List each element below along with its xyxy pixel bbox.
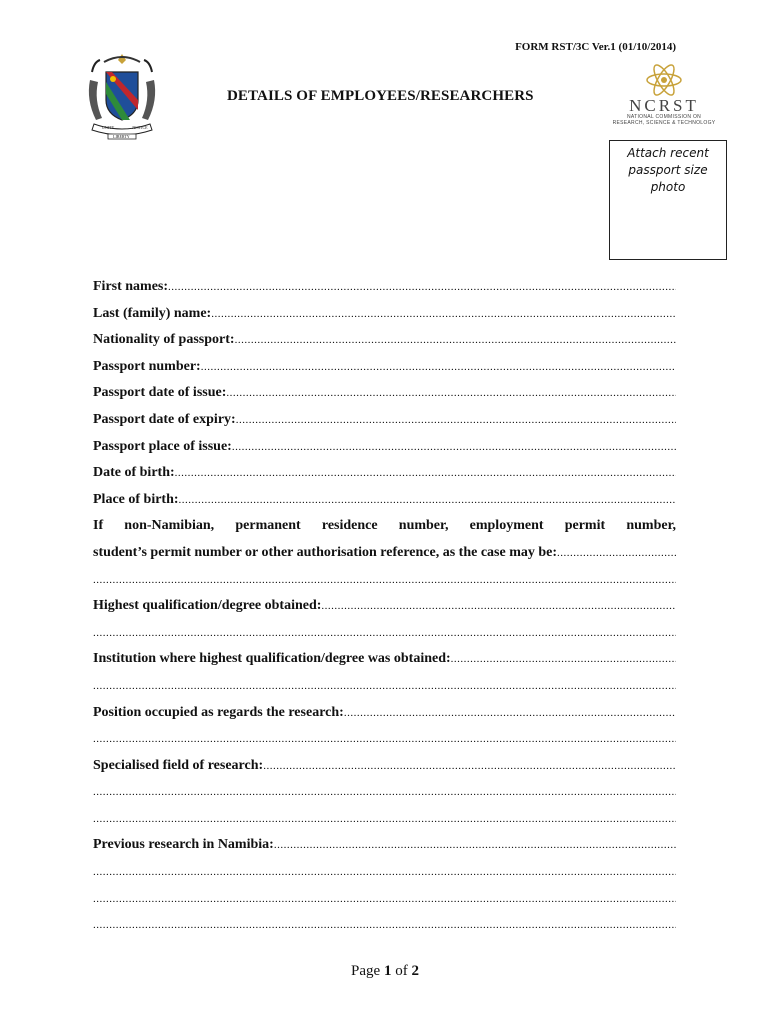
specialised-field-field[interactable]	[93, 753, 676, 780]
nationality-field[interactable]	[93, 327, 676, 354]
fill-line	[93, 886, 676, 913]
fill-line	[211, 301, 676, 328]
last-name-field[interactable]	[93, 301, 676, 328]
page-title: DETAILS OF EMPLOYEES/RESEARCHERS	[227, 88, 534, 104]
date-of-birth-field[interactable]	[93, 460, 676, 487]
fill-line	[274, 832, 676, 859]
passport-expiry-date-field[interactable]	[93, 407, 676, 434]
passport-issue-date-label: Passport date of issue:	[93, 385, 227, 401]
atom-icon	[644, 62, 684, 98]
photo-box-line1: Attach recent	[627, 146, 709, 160]
institution-field[interactable]	[93, 646, 676, 673]
previous-research-continuation[interactable]	[93, 859, 676, 886]
motto-bottom: LIBERTY	[113, 134, 130, 139]
highest-qualification-continuation[interactable]	[93, 620, 676, 647]
last-name-label: Last (family) name:	[93, 305, 212, 321]
specialised-field-label: Specialised field of research:	[93, 757, 264, 773]
previous-research-field[interactable]	[93, 832, 676, 859]
fill-line	[93, 726, 676, 753]
previous-research-label: Previous research in Namibia:	[93, 837, 274, 853]
of-word: of	[395, 963, 408, 979]
photo-box-line3: photo	[650, 180, 686, 194]
ncrst-logo	[609, 62, 719, 126]
form-fields	[93, 274, 676, 939]
place-of-birth-field[interactable]	[93, 487, 676, 514]
place-of-birth-label: Place of birth:	[93, 491, 179, 507]
page-word: Page	[351, 963, 381, 979]
fill-line	[232, 434, 676, 461]
fill-line	[93, 673, 676, 700]
specialised-field-continuation[interactable]	[93, 806, 676, 833]
fill-line	[93, 567, 676, 594]
position-field[interactable]	[93, 700, 676, 727]
fill-line	[93, 912, 676, 939]
institution-continuation[interactable]	[93, 673, 676, 700]
passport-issue-place-field[interactable]	[93, 434, 676, 461]
position-label: Position occupied as regards the research:	[93, 704, 344, 720]
passport-issue-date-field[interactable]	[93, 380, 676, 407]
form-reference: FORM RST/3C Ver.1 (01/10/2014)	[515, 41, 676, 53]
passport-photo-box[interactable]	[609, 140, 727, 260]
fill-line	[344, 700, 676, 727]
highest-qualification-field[interactable]	[93, 593, 676, 620]
fill-line	[93, 779, 676, 806]
motto-right: JUSTICE	[132, 125, 148, 130]
page-number	[0, 963, 770, 980]
total-pages: 2	[411, 963, 419, 979]
ncrst-acronym: NCRST	[629, 96, 699, 115]
permit-reference-field[interactable]	[93, 540, 676, 567]
date-of-birth-label: Date of birth:	[93, 465, 175, 481]
specialised-field-continuation[interactable]	[93, 779, 676, 806]
passport-issue-place-label: Passport place of issue:	[93, 438, 232, 454]
permit-question-line1: If non-Namibian, permanent residence number, employment permit number,	[93, 518, 676, 534]
passport-expiry-date-label: Passport date of expiry:	[93, 411, 236, 427]
fill-line	[201, 354, 676, 381]
ncrst-line1: NATIONAL COMMISSION ON	[626, 114, 702, 120]
fill-line	[451, 646, 676, 673]
nationality-label: Nationality of passport:	[93, 332, 235, 348]
fill-line	[321, 593, 676, 620]
fill-line	[175, 460, 676, 487]
fill-line	[93, 859, 676, 886]
fill-line	[263, 753, 676, 780]
institution-label: Institution where highest qualification/degree was obtained:	[93, 651, 451, 667]
fill-line	[93, 806, 676, 833]
passport-number-field[interactable]	[93, 354, 676, 381]
fill-line	[93, 620, 676, 647]
fill-line	[557, 540, 676, 567]
fill-line	[179, 487, 676, 514]
current-page: 1	[383, 963, 392, 979]
fill-line	[226, 380, 676, 407]
highest-qualification-label: Highest qualification/degree obtained:	[93, 598, 322, 614]
ncrst-line2: RESEARCH, SCIENCE & TECHNOLOGY	[612, 120, 716, 126]
first-names-field[interactable]	[93, 274, 676, 301]
permit-reference-continuation[interactable]	[93, 567, 676, 594]
motto-left: UNITY	[102, 125, 115, 130]
previous-research-continuation[interactable]	[93, 886, 676, 913]
passport-number-label: Passport number:	[93, 358, 201, 374]
fill-line	[236, 407, 676, 434]
permit-question-line2: student’s permit number or other authorisation reference, as the case may be:	[93, 544, 558, 560]
coat-of-arms-logo	[82, 50, 162, 140]
position-continuation[interactable]	[93, 726, 676, 753]
photo-box-line2: passport size	[628, 163, 708, 177]
previous-research-continuation[interactable]	[93, 912, 676, 939]
first-names-label: First names:	[93, 279, 169, 294]
fill-line	[168, 274, 676, 301]
fill-line	[235, 327, 676, 354]
